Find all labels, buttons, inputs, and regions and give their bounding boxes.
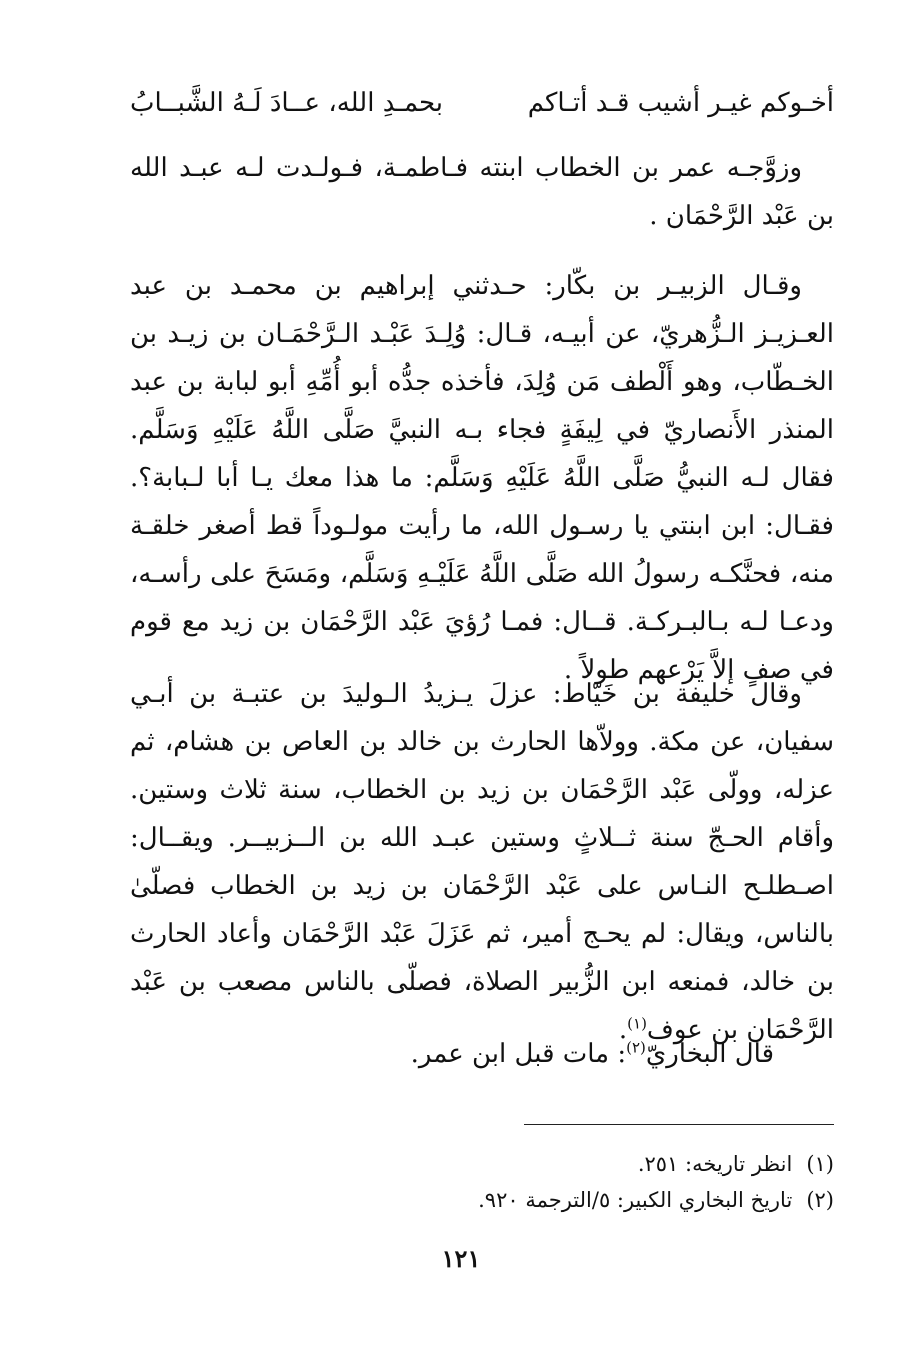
footnote-number: (١) — [806, 1152, 834, 1176]
verse-second-hemistich: بحمـدِ الله، عــادَ لَـهُ الشَّبــابُ — [130, 88, 444, 118]
footnote-2 — [130, 1182, 834, 1218]
paragraph-end: . — [618, 1015, 628, 1045]
footnotes-section — [130, 1146, 834, 1218]
footnote-text: تاريخ البخاري الكبير: ٥/الترجمة ٩٢٠. — [478, 1188, 793, 1212]
paragraph-bukhari — [130, 1030, 834, 1078]
paragraph-marriage — [130, 144, 834, 240]
footnote-reference-2: (٢) — [626, 1038, 646, 1057]
footnote-reference-1: (١) — [627, 1014, 647, 1033]
footnote-number: (٢) — [806, 1188, 834, 1212]
footnote-text: انظر تاريخه: ٢٥١. — [637, 1152, 793, 1176]
paragraph-text: وقال خليفة بن خَيّاط: عزلَ يـزيدُ الـوليدَ بن عتبـة بن أبـي سفيان، عن مكة. وولاّها الحارث بن خالد بن العاص بن هشام، ثم عزله، وولّى عَبْد الرَّحْمَان بن زيد بن الخطاب، سنة ثلاث وستين. وأقام الحـجّ سنة ثــلاثٍ وستين عبـد الله بن الــزبيــر. ويقــال: اصـطلـح النـاس على عَبْد الرَّحْمَان بن زيد بن الخطاب فصلّىٰ بالناس، ويقال: لم يحـج أمير، ثم عَزَلَ عَبْد الرَّحْمَان وأعاد الحارث بن خالد، فمنعه ابن الزُّبير الصلاة، فصلّى بالناس مصعب بن عَبْد الرَّحْمَان بن عوف — [130, 679, 834, 1045]
paragraph-zubayr-narration — [130, 262, 834, 694]
paragraph-text-rest: : مات قبل ابن عمر. — [410, 1039, 627, 1069]
paragraph-text: وقـال الزبيـر بن بكّار: حـدثني إبراهيم بن محمـد بن عبد العـزيـز الـزُّهريّ، عن أبيـه، قـال: وُلِـدَ عَبْـد الـرَّحْمَـان بن زيـد بن الخـطّاب، وهو أَلْطف مَن وُلِدَ، فأخذه جدُّه أبو أُمِّهِ أبو لبابة بن عبد المنذر الأَنصاريّ في لِيفَةٍ فجاء بـه النبيَّ صَلَّى اللَّهُ عَلَيْهِ وَسَلَّم. فقال لـه النبيُّ صَلَّى اللَّهُ عَلَيْهِ وَسَلَّم: ما هذا معك يـا أبا لـبابة؟. فقـال: ابن ابنتي يا رسـول الله، ما رأيت مولـوداً قط أصغر خلقـة منه، فحنَّكـه رسولُ الله صَلَّى اللَّهُ عَلَيْـهِ وَسَلَّم، ومَسَحَ على رأسـه، ودعـا لـه بـالبـركـة. قــال: فمـا رُؤيَ عَبْد الرَّحْمَان بن زيد مع قوم في صفٍ إلاَّ يَرْعهم طولاً . — [130, 271, 834, 685]
footnote-divider — [524, 1124, 834, 1125]
paragraph-text: وزوَّجـه عمر بن الخطاب ابنته فـاطمـة، فـولـدت لـه عبـد الله بن عَبْد الرَّحْمَان . — [130, 153, 834, 231]
page-number: ١٢١ — [441, 1244, 481, 1273]
poetry-verse — [130, 78, 834, 128]
paragraph-text: قال البخاريّ — [645, 1039, 774, 1069]
footnote-1 — [130, 1146, 834, 1182]
paragraph-khalifa-narration — [130, 670, 834, 1057]
verse-first-hemistich: أخـوكم غيـر أشيب قـد أتـاكم — [527, 88, 834, 118]
